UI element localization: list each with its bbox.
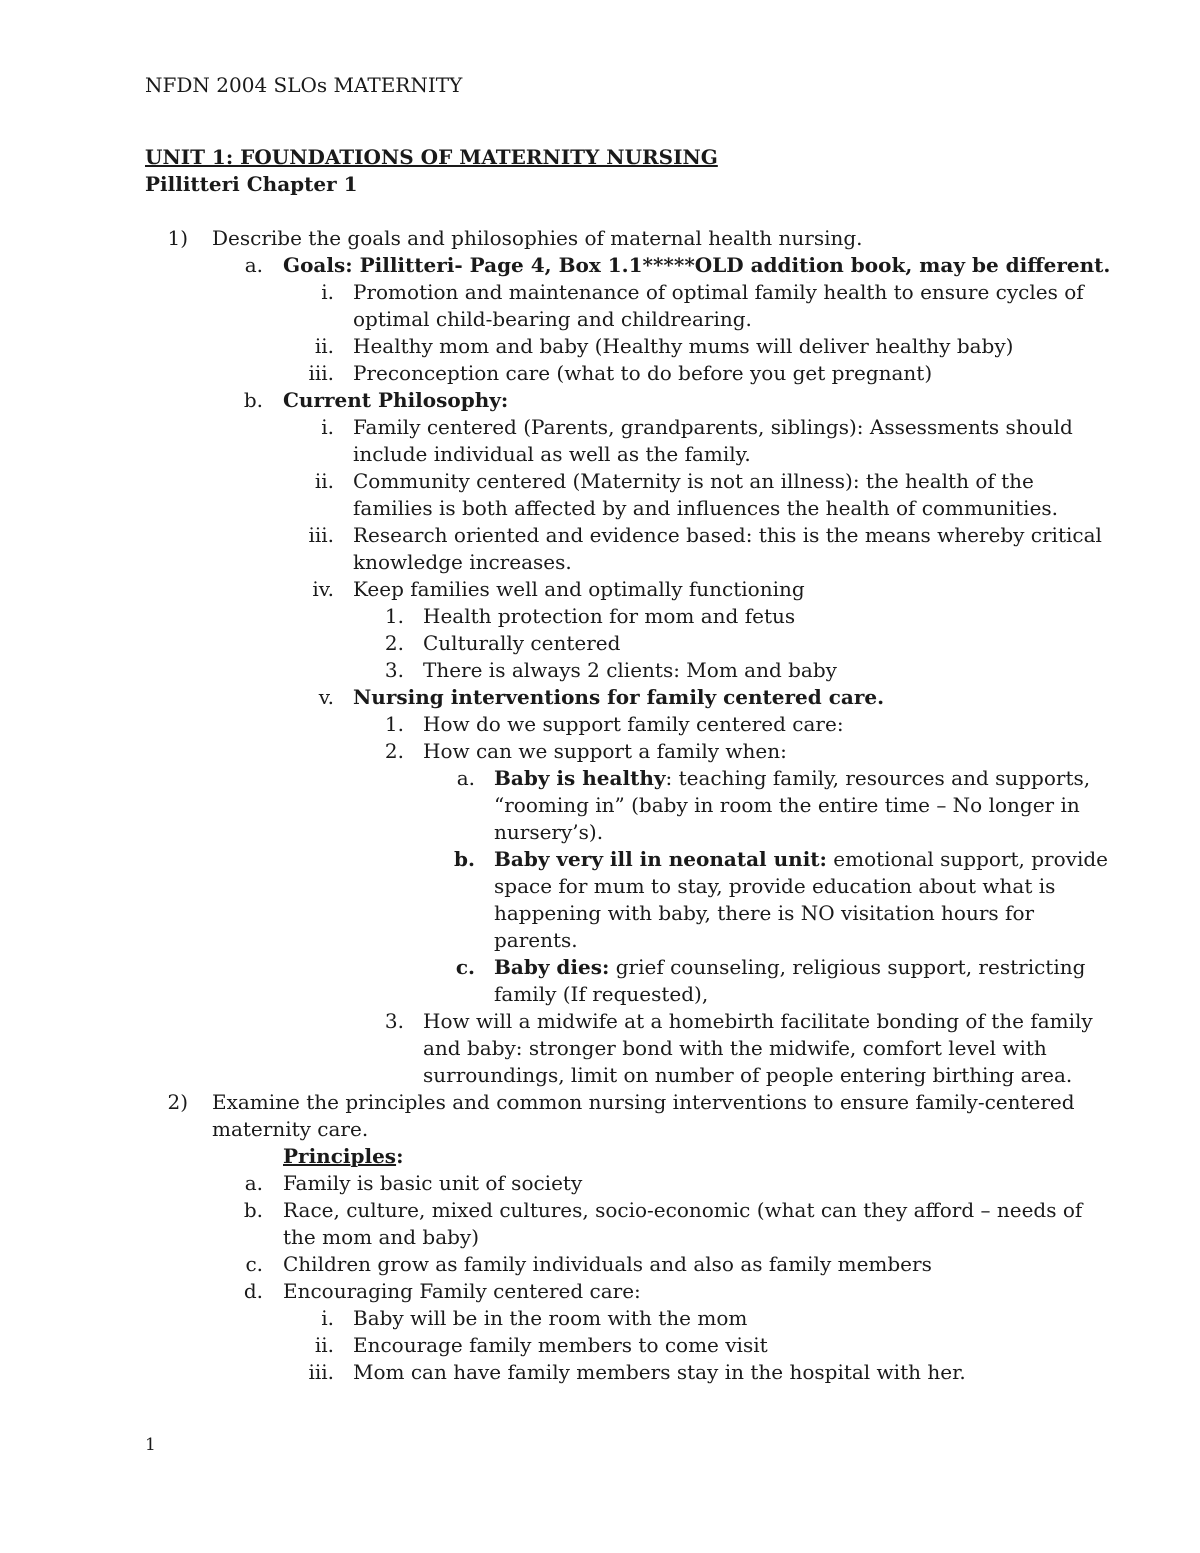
page-number: 1 <box>145 1435 156 1455</box>
principles-colon: : <box>396 1144 404 1168</box>
q1b-text: Current Philosophy: <box>283 388 509 412</box>
case-b-line3: happening with baby, there is NO visitation hours for <box>494 901 1035 925</box>
q1b-i-line1: Family centered (Parents, grandparents, siblings): Assessments should <box>353 415 1073 439</box>
iv-sub2-marker: 2. <box>384 631 404 655</box>
q2-d-i-text: Baby will be in the room with the mom <box>353 1306 748 1330</box>
chapter-title: Pillitteri Chapter 1 <box>145 172 358 196</box>
q1b-ii-line1: Community centered (Maternity is not an illness): the health of the <box>353 469 1034 493</box>
q1a-text: Goals: Pillitteri- Page 4, Box 1.1*****OLD addition book, may be different. <box>283 253 1111 277</box>
q2-d-iii-text: Mom can have family members stay in the hospital with her. <box>353 1360 966 1384</box>
q2-b-line2: the mom and baby) <box>283 1225 480 1249</box>
q2-d-i-marker: i. <box>321 1306 334 1330</box>
iv-sub2-text: Culturally centered <box>423 631 621 655</box>
case-c-bold: Baby dies: <box>494 955 610 979</box>
q1b-iii-line2: knowledge increases. <box>353 550 572 574</box>
q2-line2: maternity care. <box>212 1117 369 1141</box>
case-b-line2: space for mum to stay, provide education about what is <box>494 874 1056 898</box>
q1a-marker: a. <box>244 253 263 277</box>
principles-label: Principles <box>283 1144 397 1168</box>
page-header: NFDN 2004 SLOs MATERNITY <box>145 73 463 97</box>
q1b-i-line2: include individual as well as the family. <box>353 442 751 466</box>
q1b-v-marker: v. <box>318 685 334 709</box>
iv-sub1-text: Health protection for mom and fetus <box>423 604 796 628</box>
q2-d-marker: d. <box>243 1279 263 1303</box>
q1a-ii-marker: ii. <box>314 334 334 358</box>
v-sub3-line2: and baby: stronger bond with the midwife, comfort level with <box>423 1036 1047 1060</box>
q1b-i-marker: i. <box>321 415 334 439</box>
case-b-line1 <box>494 846 1108 873</box>
q1a-iii-line1: Preconception care (what to do before you get pregnant) <box>353 361 933 385</box>
principles-heading <box>283 1143 403 1170</box>
q1b-v-text: Nursing interventions for family centered care. <box>353 685 885 709</box>
v-sub2-marker: 2. <box>384 739 404 763</box>
q1b-iii-line1: Research oriented and evidence based: this is the means whereby critical <box>353 523 1102 547</box>
iv-sub3-text: There is always 2 clients: Mom and baby <box>423 658 837 682</box>
q1a-i-line2: optimal child-bearing and childrearing. <box>353 307 752 331</box>
iv-sub3-marker: 3. <box>384 658 404 682</box>
case-a-line1 <box>494 765 1090 792</box>
q1b-ii-line2: families is both affected by and influences the health of communities. <box>353 496 1059 520</box>
v-sub2-text: How can we support a family when: <box>423 739 787 763</box>
q2-b-marker: b. <box>243 1198 263 1222</box>
q1a-ii-line1: Healthy mom and baby (Healthy mums will deliver healthy baby) <box>353 334 1014 358</box>
q2-a-line1: Family is basic unit of society <box>283 1171 583 1195</box>
iv-sub1-marker: 1. <box>384 604 404 628</box>
case-b-rest: emotional support, provide <box>826 847 1108 871</box>
case-c-rest: grief counseling, religious support, restricting <box>609 955 1086 979</box>
q2-a-marker: a. <box>244 1171 263 1195</box>
q2-line1: Examine the principles and common nursing interventions to ensure family-centered <box>212 1090 1075 1114</box>
q1b-iv-marker: iv. <box>312 577 334 601</box>
v-sub3-marker: 3. <box>384 1009 404 1033</box>
q2-number: 2) <box>167 1090 188 1114</box>
q2-c-marker: c. <box>245 1252 263 1276</box>
q1a-i-line1: Promotion and maintenance of optimal family health to ensure cycles of <box>353 280 1084 304</box>
v-sub3-line1: How will a midwife at a homebirth facilitate bonding of the family <box>423 1009 1093 1033</box>
q1b-iv-line1: Keep families well and optimally functioning <box>353 577 805 601</box>
case-a-line2: “rooming in” (baby in room the entire time – No longer in <box>494 793 1080 817</box>
case-c-marker: c. <box>455 955 475 979</box>
case-a-bold: Baby is healthy <box>494 766 666 790</box>
case-c-line1 <box>494 954 1085 981</box>
q1b-ii-marker: ii. <box>314 469 334 493</box>
case-b-bold: Baby very ill in neonatal unit: <box>494 847 827 871</box>
q2-c-line1: Children grow as family individuals and also as family members <box>283 1252 932 1276</box>
unit-title: UNIT 1: FOUNDATIONS OF MATERNITY NURSING <box>145 145 718 169</box>
q1a-i-marker: i. <box>321 280 334 304</box>
q1-text: Describe the goals and philosophies of maternal health nursing. <box>212 226 863 250</box>
q1-number: 1) <box>167 226 188 250</box>
case-a-marker: a. <box>456 766 475 790</box>
case-b-line4: parents. <box>494 928 578 952</box>
v-sub3-line3: surroundings, limit on number of people entering birthing area. <box>423 1063 1073 1087</box>
case-c-line2: family (If requested), <box>494 982 709 1006</box>
q2-d-ii-marker: ii. <box>314 1333 334 1357</box>
case-a-line3: nursery’s). <box>494 820 604 844</box>
case-a-rest: : teaching family, resources and supports, <box>665 766 1091 790</box>
v-sub1-marker: 1. <box>384 712 404 736</box>
q2-b-line1: Race, culture, mixed cultures, socio-economic (what can they afford – needs of <box>283 1198 1083 1222</box>
q2-d-line1: Encouraging Family centered care: <box>283 1279 641 1303</box>
q2-d-iii-marker: iii. <box>308 1360 334 1384</box>
q2-d-ii-text: Encourage family members to come visit <box>353 1333 768 1357</box>
case-b-marker: b. <box>454 847 475 871</box>
q1a-iii-marker: iii. <box>308 361 334 385</box>
q1b-marker: b. <box>243 388 263 412</box>
v-sub1-text: How do we support family centered care: <box>423 712 844 736</box>
q1b-iii-marker: iii. <box>308 523 334 547</box>
